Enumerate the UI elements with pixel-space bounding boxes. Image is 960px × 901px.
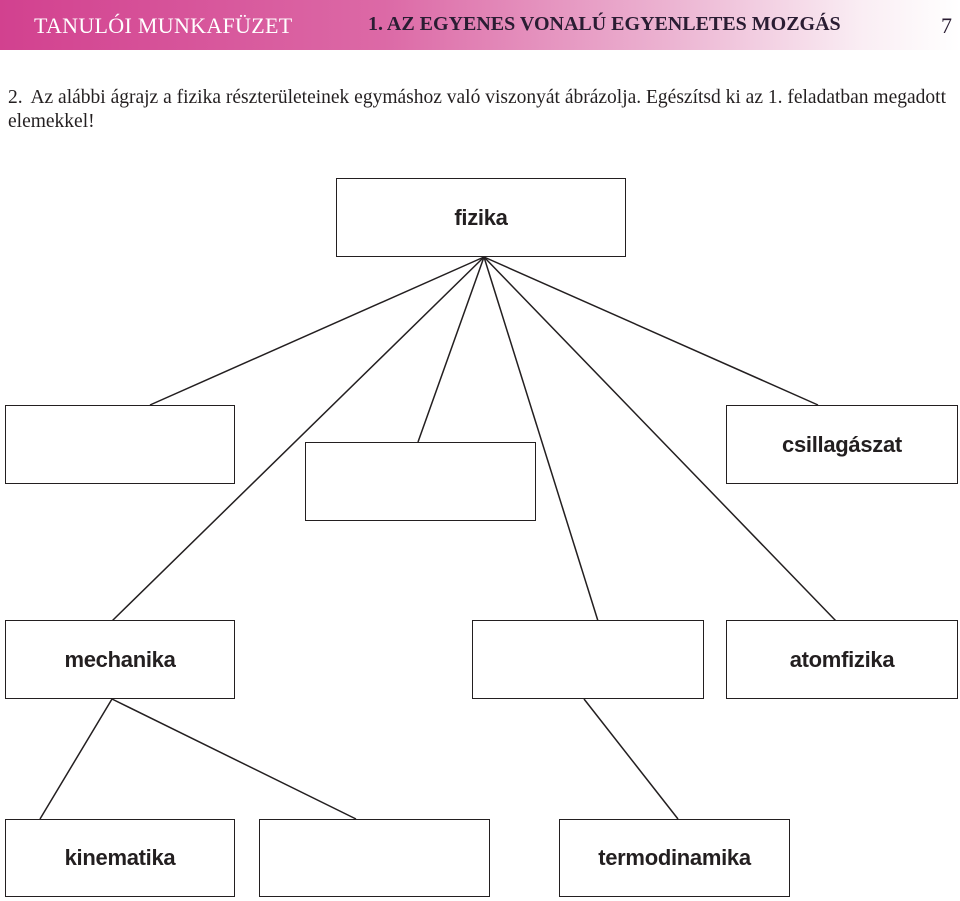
chapter-title: 1. AZ EGYENES VONALÚ EGYENLETES MOZGÁS bbox=[368, 13, 841, 35]
box-row2-middle-empty[interactable] bbox=[472, 620, 704, 699]
connector-root-to-csillagaszat bbox=[484, 257, 818, 405]
connector-root-to-box-left bbox=[150, 257, 484, 405]
box-kinematika: kinematika bbox=[5, 819, 235, 897]
box-atomfizika: atomfizika bbox=[726, 620, 958, 699]
connector-mechanika-to-kinematika bbox=[40, 699, 112, 819]
connector-root-to-box-middle bbox=[418, 257, 484, 442]
connector-root-to-box-row2-middle bbox=[484, 257, 598, 621]
box-row3-middle-empty[interactable] bbox=[259, 819, 490, 897]
box-termodinamika: termodinamika bbox=[559, 819, 790, 897]
box-csillagaszat: csillagászat bbox=[726, 405, 958, 484]
page-number: 7 bbox=[941, 13, 952, 38]
box-row1-middle-empty[interactable] bbox=[305, 442, 536, 521]
connector-mechanika-to-box-row3-middle bbox=[112, 699, 356, 819]
connector-box-row2-middle-to-termodinamika bbox=[584, 699, 678, 819]
workbook-label: TANULÓI MUNKAFÜZET bbox=[34, 13, 293, 38]
box-row1-left-empty[interactable] bbox=[5, 405, 235, 484]
box-root-fizika: fizika bbox=[336, 178, 626, 257]
task-text: Az alábbi ágrajz a fizika részterületeinek egymáshoz való viszonyát ábrázolja. Egészítsd ki az 1. feladatban megadott elemekkel! bbox=[8, 87, 946, 132]
box-mechanika: mechanika bbox=[5, 620, 235, 699]
task-number: 2. bbox=[8, 87, 23, 108]
